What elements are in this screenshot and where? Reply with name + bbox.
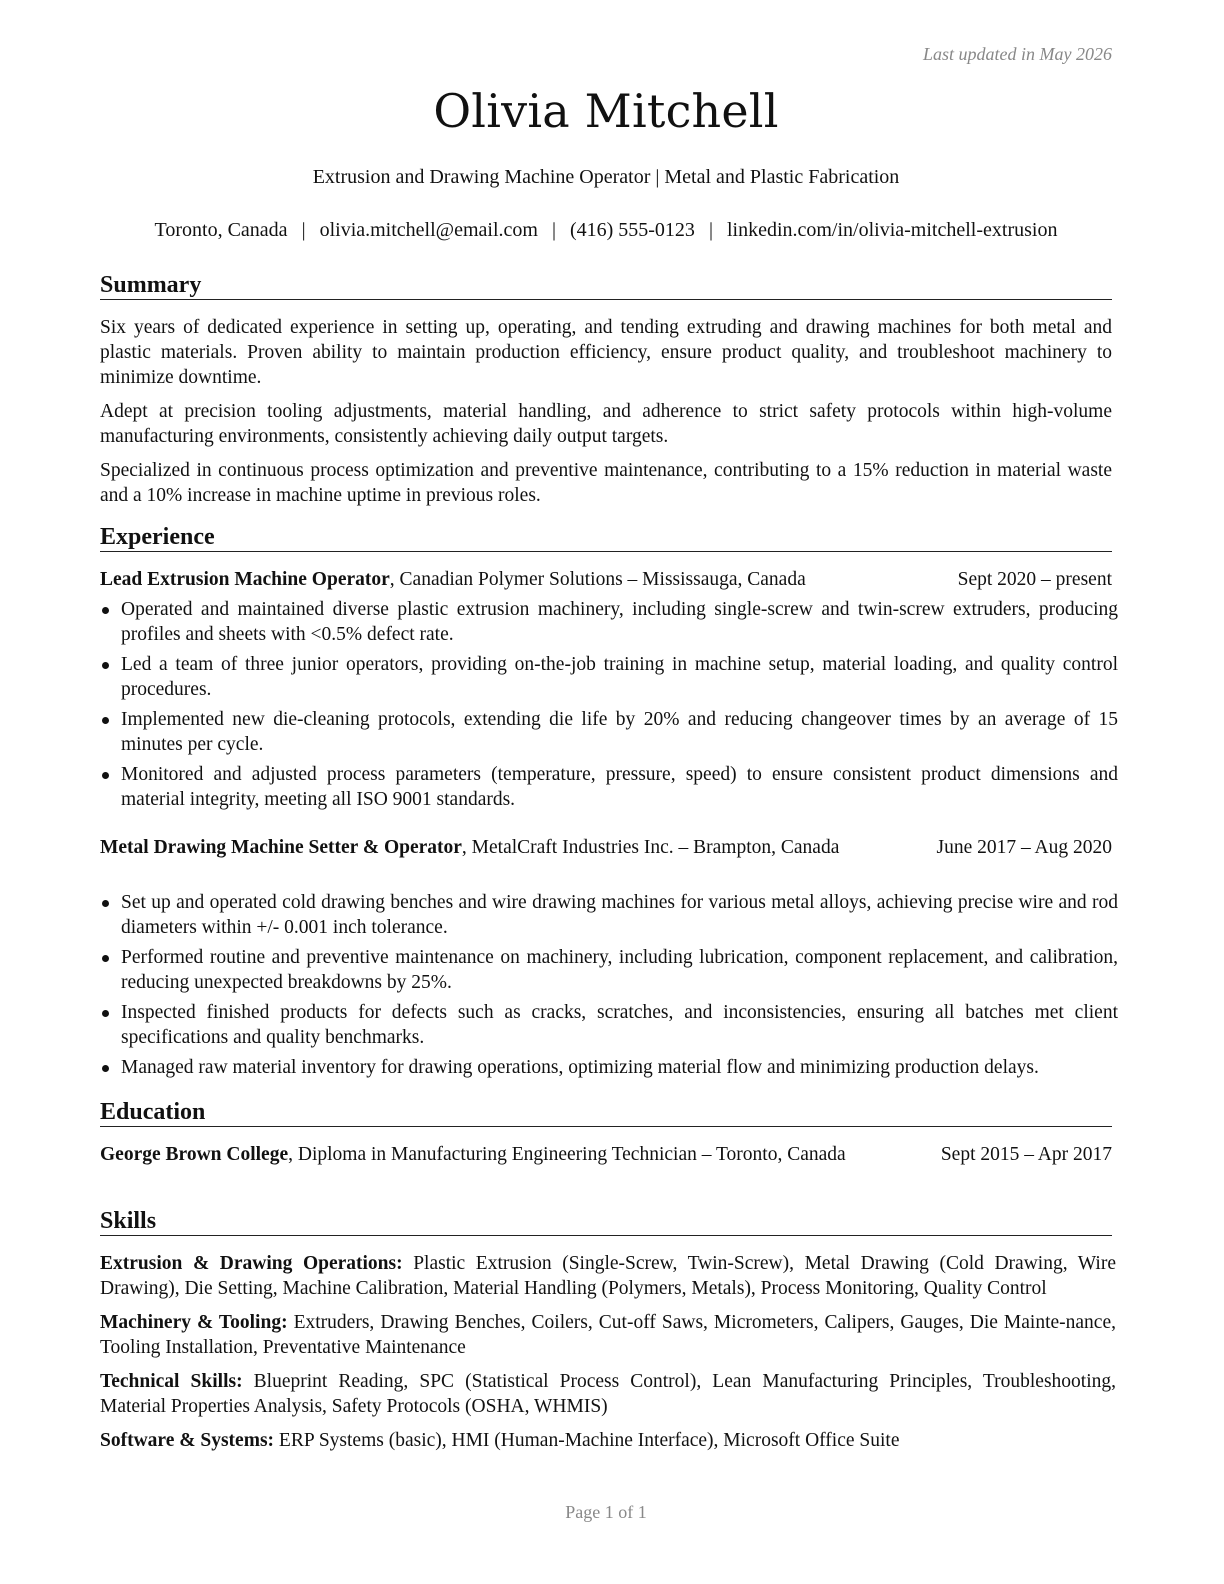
bullet-icon (102, 662, 109, 669)
job-header (100, 835, 1112, 860)
skill-text: ERP Systems (basic), HMI (Human-Machine Interface), Microsoft Office Suite (274, 1430, 900, 1451)
job-bullets (100, 597, 1118, 817)
job-bullets (100, 890, 1118, 1085)
list-item: Operated and maintained diverse plastic extrusion machinery, including single-screw and twin-screw extruders, producing profiles and sheets with <0.5% defect rate. (100, 597, 1118, 647)
bullet-icon (102, 900, 109, 907)
list-item: Implemented new die-cleaning protocols, extending die life by 20% and reducing changeover times by an average of 15 minutes per cycle. (100, 707, 1118, 757)
section-title-skills: Skills (100, 1208, 1112, 1236)
list-item: Inspected finished products for defects such as cracks, scratches, and inconsistencies, ensuring all batches met client specifications and quality benchmarks. (100, 1000, 1118, 1050)
degree-detail: , Diploma in Manufacturing Engineering Technician – Toronto, Canada (288, 1144, 846, 1165)
job-org: , MetalCraft Industries Inc. – Brampton, Canada (461, 837, 840, 858)
job-title: Metal Drawing Machine Setter & Operator (100, 837, 462, 858)
job-title: Lead Extrusion Machine Operator (100, 569, 390, 590)
contact-location: Toronto, Canada (154, 219, 288, 241)
contact-separator: | (708, 219, 713, 241)
section-title-summary: Summary (100, 272, 1112, 300)
skill-text: Plastic Extrusion (Single-Screw, Twin-Screw), Metal Drawing (Cold Drawing, Wire Drawing), Die Setting, Machine Calibration, Material Handling (Polymers, Metals), Process Monitoring, Quality Control (100, 1253, 1117, 1299)
job-dates: June 2017 – Aug 2020 (936, 837, 1112, 858)
skill-label: Machinery & Tooling: (100, 1312, 288, 1333)
job-dates: Sept 2020 – present (957, 569, 1112, 590)
skill-row (100, 1310, 1116, 1360)
section-title-education: Education (100, 1099, 1112, 1127)
list-item: Monitored and adjusted process parameters (temperature, pressure, speed) to ensure consistent product dimensions and material integrity, meeting all ISO 9001 standards. (100, 762, 1118, 812)
list-item: Led a team of three junior operators, providing on-the-job training in machine setup, material loading, and quality control procedures. (100, 652, 1118, 702)
job-org: , Canadian Polymer Solutions – Mississauga, Canada (389, 569, 806, 590)
section-title-experience: Experience (100, 524, 1112, 552)
candidate-name: Olivia Mitchell (433, 84, 779, 138)
headline: Extrusion and Drawing Machine Operator | Metal and Plastic Fabrication (312, 166, 900, 188)
contact-line (88, 219, 1124, 242)
skill-row (100, 1428, 1116, 1453)
skill-text: Blueprint Reading, SPC (Statistical Process Control), Lean Manufacturing Principles, Troubleshooting, Material Properties Analysis, Safety Protocols (OSHA, WHMIS) (100, 1371, 1116, 1417)
contact-phone: (416) 555-0123 (569, 219, 695, 241)
bullet-icon (102, 717, 109, 724)
school-name: George Brown College (100, 1144, 289, 1165)
contact-separator: | (301, 219, 306, 241)
skill-text: Extruders, Drawing Benches, Coilers, Cut-off Saws, Micrometers, Calipers, Gauges, Die Mainte-nance, Tooling Installation, Preventative Maintenance (100, 1312, 1116, 1358)
skill-label: Technical Skills: (100, 1371, 243, 1392)
summary-paragraph: Adept at precision tooling adjustments, material handling, and adherence to strict safety protocols within high-volume manufacturing environments, consistently achieving daily output targets. (100, 401, 1112, 447)
contact-email[interactable]: olivia.mitchell@email.com (319, 219, 538, 241)
list-item: Performed routine and preventive maintenance on machinery, including lubrication, component replacement, and calibration, reducing unexpected breakdowns by 25%. (100, 945, 1118, 995)
skill-label: Extrusion & Drawing Operations: (100, 1253, 403, 1274)
bullet-icon (102, 607, 109, 614)
bullet-icon (102, 955, 109, 962)
bullet-icon (102, 772, 109, 779)
list-item: Set up and operated cold drawing benches and wire drawing machines for various metal alloys, achieving precise wire and rod diameters within +/- 0.001 inch tolerance. (100, 890, 1118, 940)
summary-paragraph: Specialized in continuous process optimization and preventive maintenance, contributing to a 15% reduction in material waste and a 10% increase in machine uptime in previous roles. (100, 460, 1112, 506)
education-dates: Sept 2015 – Apr 2017 (940, 1144, 1112, 1165)
job-header (100, 567, 1112, 592)
page-number: Page 1 of 1 (565, 1502, 647, 1522)
skill-row (100, 1369, 1116, 1419)
last-updated: Last updated in May 2026 (923, 44, 1112, 64)
summary-paragraph: Six years of dedicated experience in setting up, operating, and tending extruding and drawing machines for both metal and plastic materials. Proven ability to maintain production efficiency, ensure product quality, and troubleshoot machinery to minimize downtime. (100, 317, 1112, 388)
list-item: Managed raw material inventory for drawing operations, optimizing material flow and minimizing production delays. (100, 1055, 1118, 1080)
bullet-icon (102, 1010, 109, 1017)
education-entry (100, 1142, 1112, 1167)
contact-separator: | (551, 219, 556, 241)
skill-label: Software & Systems: (100, 1430, 275, 1451)
bullet-icon (102, 1065, 109, 1072)
skill-row (100, 1251, 1116, 1301)
contact-linkedin[interactable]: linkedin.com/in/olivia-mitchell-extrusion (726, 219, 1058, 241)
